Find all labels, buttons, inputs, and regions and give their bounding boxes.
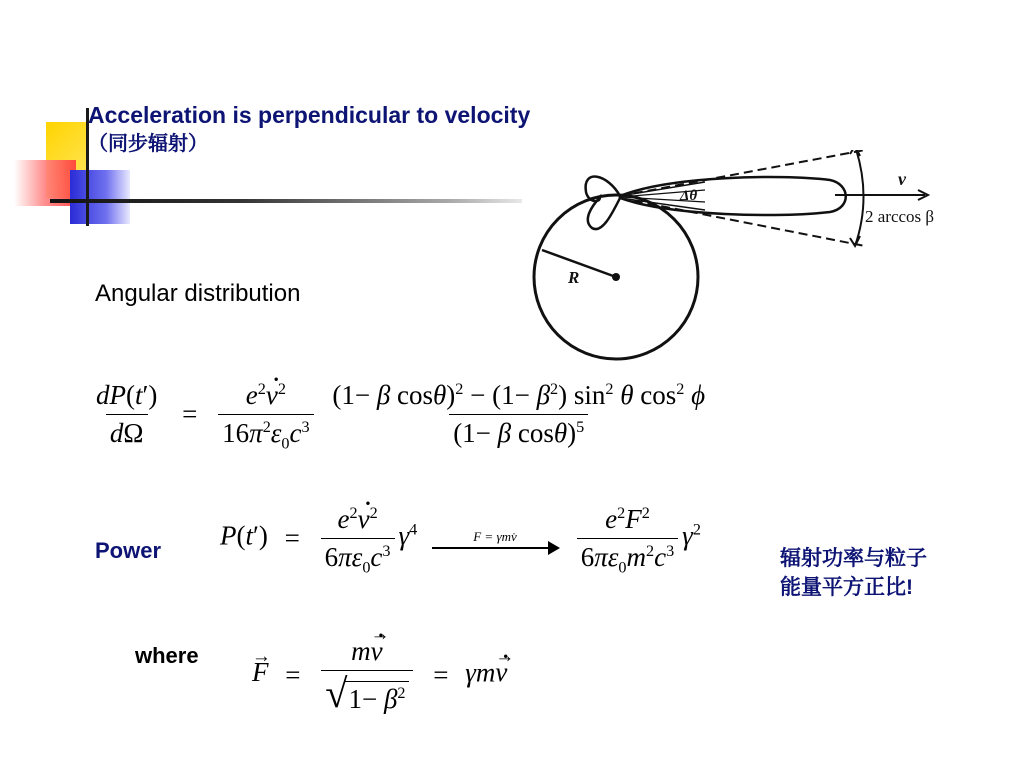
forward-lobe [620, 177, 846, 215]
fraction-angular-factor: $\frac{(1- \beta \cos\theta)^2 - (1- \beta^2) \sin^2 \theta \cos^2 \phi}{(1- \beta \cos\theta)^5}$ [332, 380, 706, 448]
note-line-1: 辐射功率与粒子 [780, 547, 927, 570]
delta-theta-label: Δθ [680, 188, 698, 204]
where-label: where [135, 643, 199, 668]
orbit-center-dot [612, 273, 620, 281]
power-label: Power [95, 538, 162, 563]
angular-distribution-equation: $\frac{dP(t')}{d\Omega}$ = $\frac{e^2v \cdot^2}{16\pi^2\varepsilon_0c^3}$ $\frac{(1- \beta \cos\theta)^2 - (1- \beta^2) \sin^2 \theta \cos^2 \phi}{(1- \beta \cos\theta)^5}$ [88, 380, 713, 449]
fraction-prefactor: $\frac{e^2v \cdot^2}{16\pi^2\varepsilon_0c^3}$ [218, 380, 313, 449]
fraction-force: m→ v · √ $1- \beta^2$ [321, 636, 412, 715]
velocity-label: v [898, 169, 906, 189]
force-equation: → F = m→ v · √ $1- \beta^2$ = γm→ v · [252, 636, 507, 715]
fraction-dP-dOmega: $\frac{dP(t')}{d\Omega}$ [96, 380, 158, 448]
decor-horizontal-line [50, 199, 522, 203]
decor-blue-square [70, 170, 130, 224]
note-text [780, 544, 927, 602]
radius-label: R [568, 268, 580, 287]
cone-line-upper [620, 150, 865, 196]
power-equation: P(t′) = $\frac{e^2v \cdot^2}{6\pi\varepsilon_0c^3}$ $\gamma^4$ F = γmv̇ $\frac{e^2F^2}{6\pi\varepsilon_0m^2c^3}$ $\gamma^2$ [220, 504, 701, 573]
radiation-pattern-diagram [520, 150, 980, 365]
substitution-arrow: F = γmv̇ [432, 529, 558, 549]
cone-angle-label: 2 arccos β [865, 207, 935, 226]
note-line-2: 能量平方正比! [780, 576, 913, 599]
slide-subtitle: （同步辐射） [88, 133, 208, 155]
fraction-power-lhs: $\frac{e^2v \cdot^2}{6\pi\varepsilon_0c^3}$ [321, 504, 395, 573]
angular-distribution-label: Angular distribution [95, 280, 301, 307]
fraction-power-rhs: $\frac{e^2F^2}{6\pi\varepsilon_0m^2c^3}$ [577, 504, 678, 573]
slide-title: Acceleration is perpendicular to velocity [88, 102, 531, 128]
cone-angle-arc [855, 150, 864, 246]
backward-lobe [586, 177, 620, 230]
